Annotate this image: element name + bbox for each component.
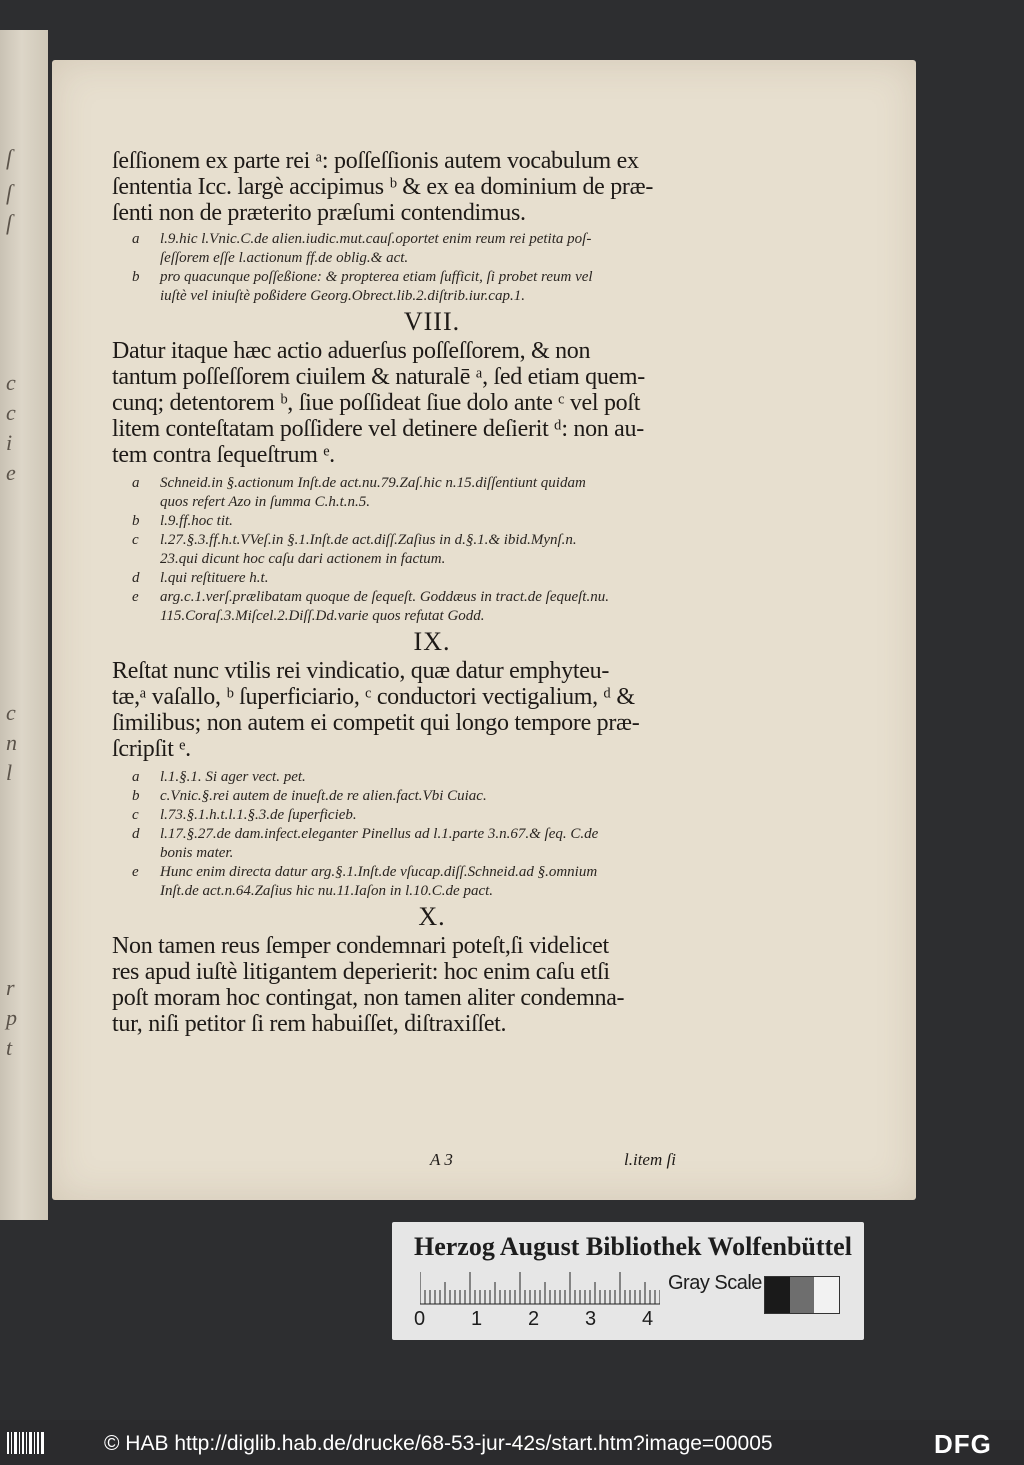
text-line: res apud iuſtè litigantem deperierit: hoc enim caſu etſi: [112, 959, 610, 985]
footnote: b l.9.ff.hoc tit.: [132, 513, 233, 529]
grayscale-step: [790, 1277, 815, 1313]
footnote: b c.Vnic.§.rei autem de inueſt.de re alien.fact.Vbi Cuiac.: [132, 788, 487, 804]
prev-page-mark: c: [6, 370, 16, 395]
text-line: tantum poſſeſſorem ciuilem & naturalē ᵃ, ſed etiam quem-: [112, 364, 645, 390]
catchword: l.item ſi: [624, 1150, 676, 1169]
prev-page-mark: n: [6, 730, 17, 755]
grayscale-label: Gray Scale: [668, 1272, 762, 1294]
text-line: poſt moram hoc contingat, non tamen aliter condemna-: [112, 985, 625, 1011]
footnote: a l.1.§.1. Si ager vect. pet.: [132, 769, 306, 785]
footnote: a l.9.hic l.Vnic.C.de alien.iudic.mut.cauſ.oportet enim reum rei petita poſ-: [132, 231, 592, 247]
text-line: ſeſſionem ex parte rei ᵃ: poſſeſſionis autem vocabulum ex: [112, 148, 639, 174]
previous-page-edge: [0, 30, 48, 1220]
footnote: 115.Coraſ.3.Miſcel.2.Diſſ.Dd.varie quos refutat Godd.: [160, 608, 485, 624]
footnote: iuſtè vel iniuſtè poßidere Georg.Obrect.lib.2.diſtrib.iur.cap.1.: [160, 288, 525, 304]
measurement-ruler: [420, 1270, 660, 1306]
prev-page-mark: ſ: [6, 145, 13, 170]
signature-mark: A 3: [430, 1150, 453, 1169]
prev-page-mark: t: [6, 1035, 13, 1060]
paragraph-8: [112, 338, 712, 468]
footnote: a Schneid.in §.actionum Inſt.de act.nu.79.Zaſ.hic n.15.diſſentiunt quidam: [132, 475, 586, 491]
prev-page-mark: r: [6, 975, 15, 1000]
footnote: b pro quacunque poſſeßione: & propterea etiam ſufficit, ſi probet reum vel: [132, 269, 593, 285]
footnote: e arg.c.1.verſ.prælibatam quoque de ſequeſt. Goddæus in tract.de ſequeſt.nu.: [132, 589, 609, 605]
footnote: c l.27.§.3.ff.h.t.VVeſ.in §.1.Inſt.de act.diſſ.Zaſius in d.§.1.& ibid.Mynſ.n.: [132, 532, 577, 548]
ruler-number: 3: [585, 1308, 597, 1330]
prev-page-mark: ſ: [6, 210, 13, 235]
prev-page-mark: c: [6, 400, 16, 425]
prev-page-mark: e: [6, 460, 16, 485]
book-page: [52, 60, 916, 1200]
text-line: tur, niſi petitor ſi rem habuiſſet, diſtraxiſſet.: [112, 1011, 507, 1037]
prev-page-mark: ſ: [6, 180, 13, 205]
bottom-bar: [0, 1420, 1024, 1465]
dfg-logo: DFG: [934, 1429, 992, 1459]
footnote: ſeſſorem eſſe l.actionum ff.de oblig.& act.: [160, 250, 409, 266]
text-line: ſcripſit ᵉ.: [112, 736, 191, 762]
text-line: tem contra ſequeſtrum ᵉ.: [112, 442, 335, 468]
grayscale-step: [765, 1277, 790, 1313]
footnote: e Hunc enim directa datur arg.§.1.Inſt.de vſucap.diſſ.Schneid.ad §.omnium: [132, 864, 598, 880]
footnotes-1: [112, 230, 712, 306]
ruler-number: 4: [642, 1308, 654, 1330]
prev-page-mark: c: [6, 700, 16, 725]
text-line: tæ,ᵃ vaſallo, ᵇ ſuperficiario, ᶜ conductori vectigalium, ᵈ &: [112, 684, 635, 710]
text-line: ſenti non de præterito præſumi contendimus.: [112, 200, 526, 226]
ruler-number: 1: [471, 1308, 483, 1330]
prev-page-mark: l: [6, 760, 13, 785]
page-text: [112, 148, 712, 1169]
text-line: cunq; detentorem ᵇ, ſiue poſſideat ſiue dolo ante ᶜ vel poſt: [112, 390, 641, 416]
footnote: bonis mater.: [160, 845, 234, 861]
text-line: Non tamen reus ſemper condemnari poteſt,ſi videlicet: [112, 933, 609, 959]
text-line: Datur itaque hæc actio aduerſus poſſeſſorem, & non: [112, 338, 591, 364]
library-label: [392, 1222, 864, 1340]
footnote: d l.qui reſtituere h.t.: [132, 570, 269, 586]
library-title: Herzog August Bibliothek Wolfenbüttel: [414, 1232, 852, 1261]
paragraph-continuation: [112, 148, 712, 226]
ruler-number: 2: [528, 1308, 540, 1330]
ruler-numbers: [414, 1308, 664, 1332]
grayscale-swatch: [764, 1276, 840, 1314]
text-line: ſimilibus; non autem ei competit qui longo tempore præ-: [112, 710, 640, 736]
footnote: quos refert Azo in ſumma C.h.t.n.5.: [160, 494, 371, 510]
footnote: 23.qui dicunt hoc caſu dari actionem in factum.: [160, 551, 446, 567]
barcode-icon: [6, 1430, 46, 1456]
section-number: X.: [418, 902, 446, 931]
section-number: VIII.: [403, 307, 461, 336]
footnote: d l.17.§.27.de dam.infect.eleganter Pinellus ad l.1.parte 3.n.67.& ſeq. C.de: [132, 826, 599, 842]
footnotes-9: [112, 768, 712, 901]
footnotes-8: [112, 474, 712, 626]
paragraph-9: [112, 658, 712, 762]
grayscale-step: [814, 1277, 839, 1313]
prev-page-mark: i: [6, 430, 13, 455]
paragraph-10: [112, 933, 712, 1037]
ruler-number: 0: [414, 1308, 426, 1330]
section-number: IX.: [413, 627, 451, 656]
prev-page-mark: p: [6, 1005, 17, 1030]
text-line: litem conteſtatam poſſidere vel detinere deſierit ᵈ: non au-: [112, 416, 644, 442]
footnote: c l.73.§.1.h.t.l.1.§.3.de ſuperficieb.: [132, 807, 357, 823]
text-line: ſententia Icc. largè accipimus ᵇ & ex ea dominium de præ-: [112, 174, 654, 200]
text-line: Reſtat nunc vtilis rei vindicatio, quæ datur emphyteu-: [112, 658, 610, 684]
footnote: Inſt.de act.n.64.Zaſius hic nu.11.Iaſon in l.10.C.de pact.: [160, 883, 494, 899]
copyright-url[interactable]: © HAB http://diglib.hab.de/drucke/68-53-jur-42s/start.htm?image=00005: [104, 1432, 773, 1455]
